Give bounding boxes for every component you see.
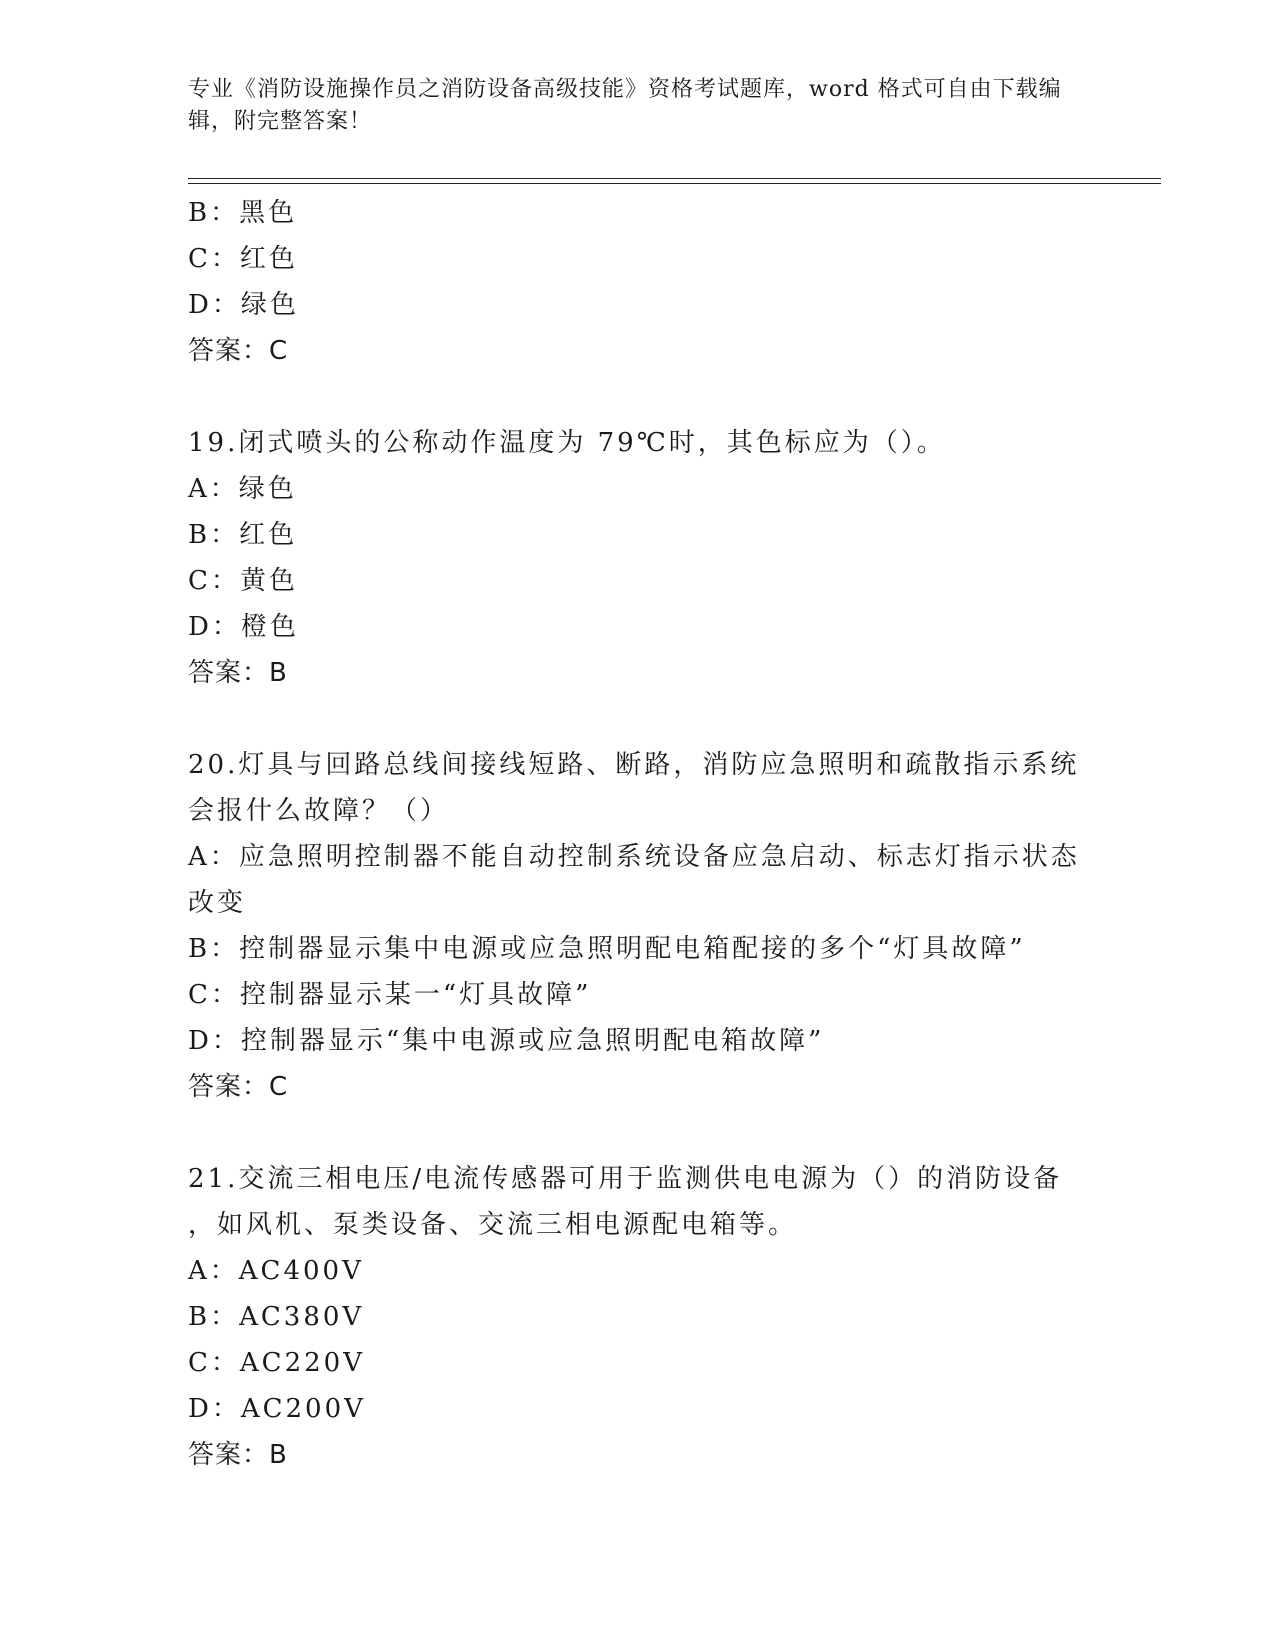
q21-option-d: D：AC200V	[188, 1394, 366, 1424]
q19-answer: 答案：B	[188, 658, 288, 688]
q18-option-c: C：红色	[188, 244, 298, 274]
header-rule-bottom	[188, 183, 1161, 184]
q19-question: 19.闭式喷头的公称动作温度为 79℃时，其色标应为（）。	[188, 428, 946, 458]
q20-option-a-line2: 改变	[188, 888, 247, 918]
document-header: 专业《消防设施操作员之消防设备高级技能》资格考试题库，word 格式可自由下载编辑，附完整答案！	[188, 77, 1062, 134]
q18-answer: 答案：C	[188, 336, 289, 366]
q21-option-c: C：AC220V	[188, 1348, 365, 1378]
q20-option-a-line1: A：应急照明控制器不能自动控制系统设备应急启动、标志灯指示状态	[188, 842, 1080, 872]
q18-option-d: D：绿色	[188, 290, 299, 320]
q19-option-d: D：橙色	[188, 612, 299, 642]
q20-question-line2: 会报什么故障？（）	[188, 796, 450, 826]
q21-option-a: A：AC400V	[188, 1256, 364, 1286]
q20-option-b: B：控制器显示集中电源或应急照明配电箱配接的多个“灯具故障”	[188, 934, 1026, 964]
question-list	[188, 190, 1088, 1478]
q21-question-line2: ，如风机、泵类设备、交流三相电源配电箱等。	[188, 1210, 798, 1240]
q21-question-line1: 21.交流三相电压/电流传感器可用于监测供电电源为（）的消防设备	[188, 1164, 1063, 1194]
q19-option-a: A：绿色	[188, 474, 297, 504]
q21-answer: 答案：B	[188, 1440, 288, 1470]
q20-answer: 答案：C	[188, 1072, 289, 1102]
q19-option-b: B：红色	[188, 520, 298, 550]
q21-option-b: B：AC380V	[188, 1302, 365, 1332]
q20-option-d: D：控制器显示“集中电源或应急照明配电箱故障”	[188, 1026, 825, 1056]
header-rule-top	[188, 178, 1161, 179]
q20-question-line1: 20.灯具与回路总线间接线短路、断路，消防应急照明和疏散指示系统	[188, 750, 1080, 780]
q20-option-c: C：控制器显示某一“灯具故障”	[188, 980, 592, 1010]
q18-option-b: B：黑色	[188, 198, 298, 228]
q19-option-c: C：黄色	[188, 566, 298, 596]
